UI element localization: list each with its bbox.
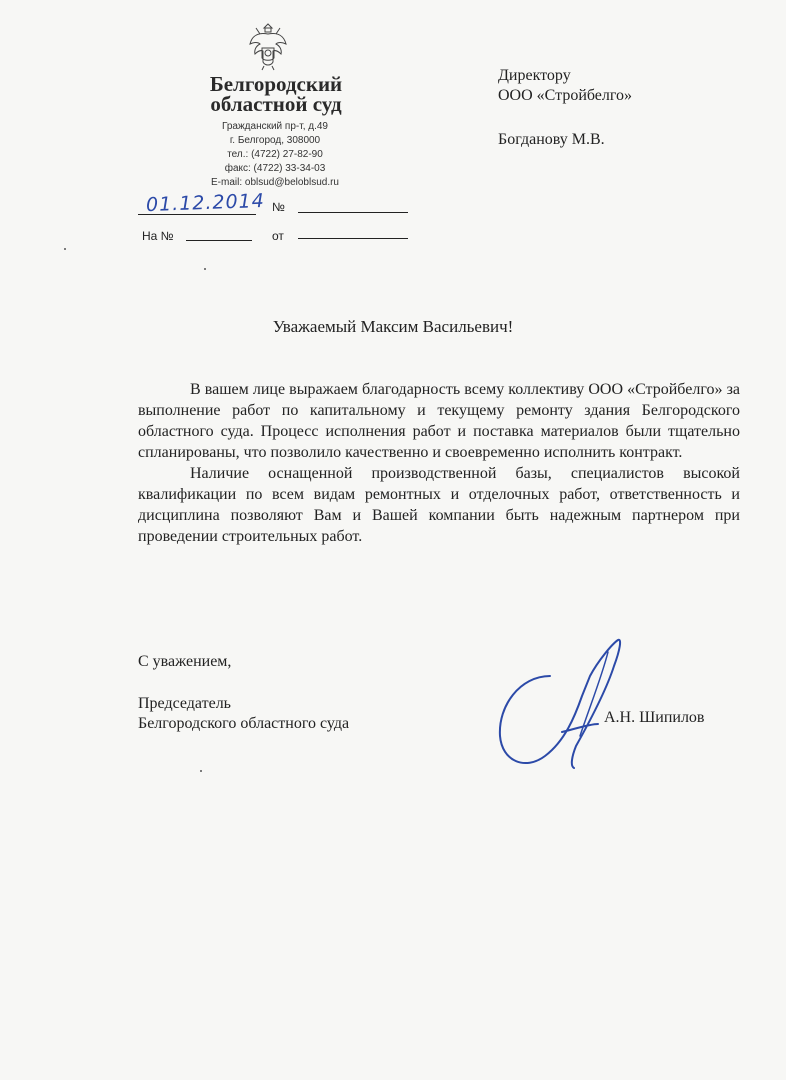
- scan-speck: [200, 770, 202, 772]
- number-underline: [298, 212, 408, 213]
- coat-of-arms-icon: [246, 22, 290, 72]
- handwritten-signature: [490, 636, 640, 778]
- reply-number-underline: [186, 240, 252, 241]
- scan-speck: [64, 248, 66, 250]
- from-underline: [298, 238, 408, 239]
- salutation: Уважаемый Максим Васильевич!: [272, 317, 514, 336]
- number-label: №: [272, 200, 285, 214]
- closing-phrase: С уважением,: [138, 653, 232, 670]
- addressee-position: Директору: [498, 67, 571, 84]
- organization-contacts: [190, 120, 360, 190]
- signer-name: А.Н. Шипилов: [604, 709, 705, 726]
- body-paragraph-2: Наличие оснащенной производственной базы, специалистов высокой квалификации по всем видам ремонтных и отделочных работ, ответственность и дисциплина позволяют Вам и Вашей компании быть надежным партнером при проведении строительных работ.: [138, 465, 740, 545]
- reply-number-label: На №: [142, 229, 174, 243]
- email-line: E-mail: oblsud@beloblsud.ru: [211, 177, 339, 188]
- scan-speck: [204, 268, 206, 270]
- handwritten-date: 01.12.2014: [145, 189, 266, 217]
- date-underline: [138, 214, 256, 215]
- letter-body: [138, 379, 740, 547]
- from-label: от: [272, 229, 284, 243]
- signer-title: Председатель Белгородского областного суда: [138, 695, 350, 732]
- addressee-block: [498, 66, 632, 150]
- fax-line: факс: (4722) 33-34-03: [224, 163, 326, 174]
- addressee-company: ООО «Стройбелго»: [498, 87, 633, 104]
- addressee-name: Богданову М.В.: [498, 131, 605, 148]
- phone-line: тел.: (4722) 27-82-90: [227, 149, 323, 160]
- city-line: г. Белгород, 308000: [229, 135, 321, 146]
- organization-name: Белгородский областной суд: [209, 72, 343, 116]
- body-paragraph-1: В вашем лице выражаем благодарность всему коллективу ООО «Стройбелго» за выполнение работ по капитальному и текущему ремонту здания Белгородского областного суда. Процесс исполнения работ и поставка материалов были тщательно спланированы, что позволило качественно и своевременно исполнить контракт.: [138, 381, 740, 461]
- address-line: Гражданский пр-т, д.49: [222, 121, 328, 132]
